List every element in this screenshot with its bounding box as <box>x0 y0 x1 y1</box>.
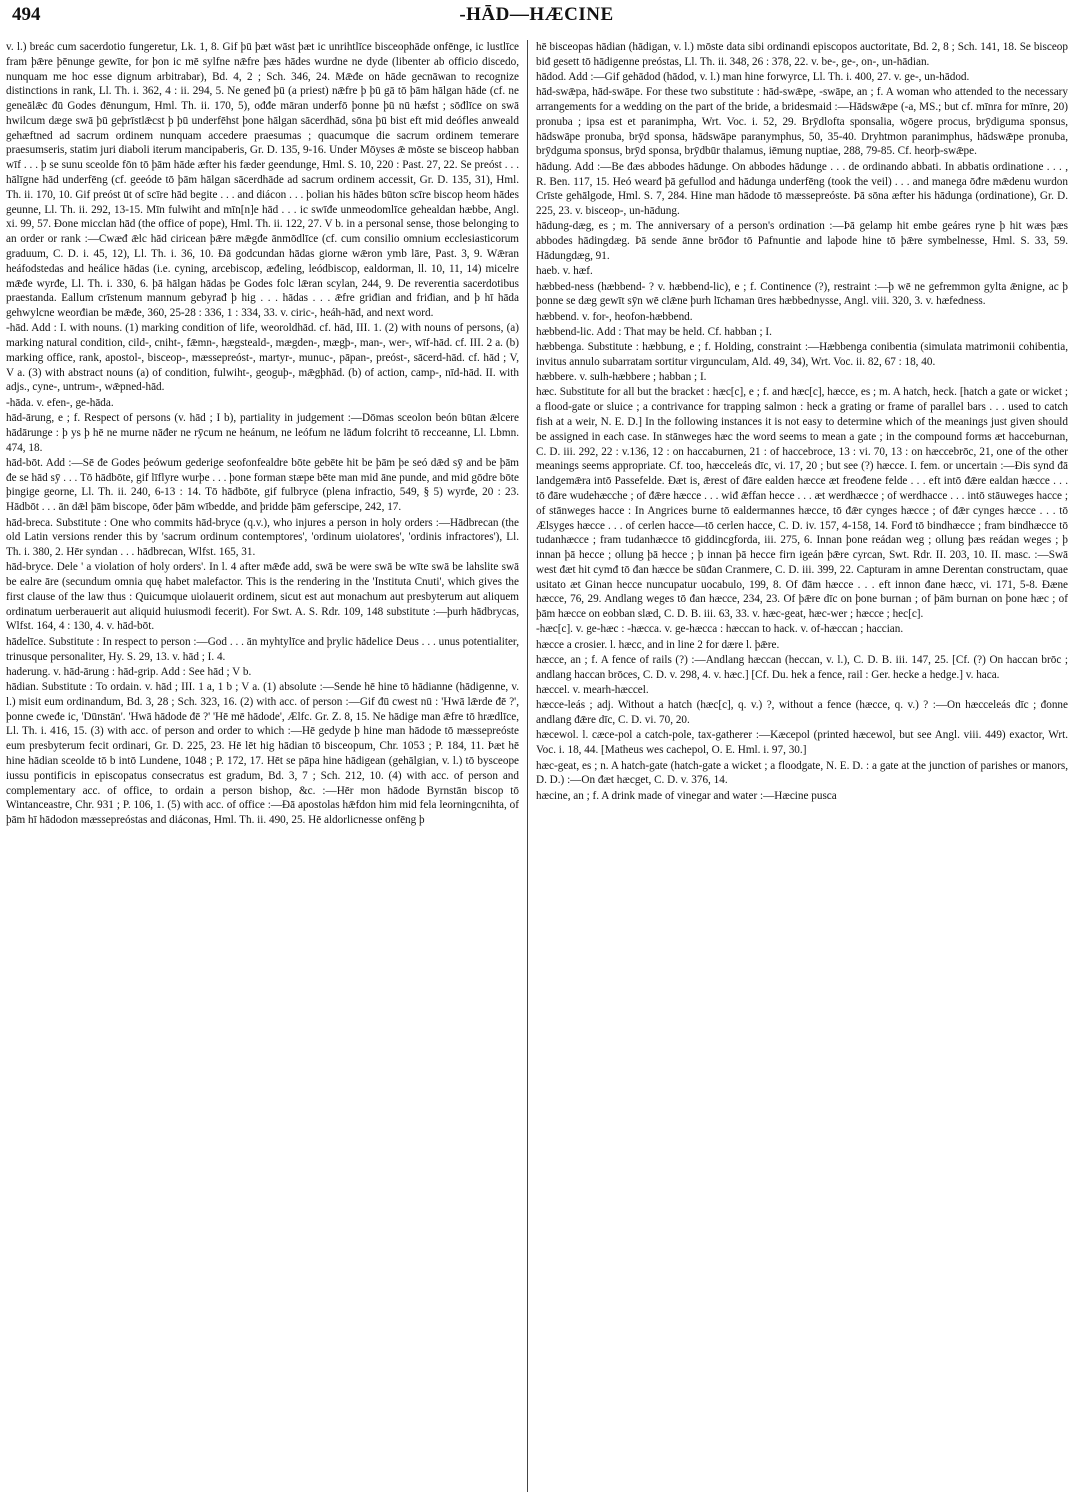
entry-text: hād-breca. Substitute : One who commits hād-bryce (q.v.), who injures a person in holy orders :—Hādbrecan (the old Latin versions render this by 'sacrum ordinum contemptores', 'ordinum uiolatores', 'ordinis infractores'), Ll. Th. i. 380, 2. Hēr syndan . . . hādbrecan, Wlfst. 165, 31. <box>6 516 519 559</box>
dictionary-entry <box>6 411 519 455</box>
dictionary-entry <box>6 665 519 680</box>
dictionary-entry <box>536 70 1068 85</box>
entry-text: hādung-dæg, es ; m. The anniversary of a person's ordination :—Þā gelamp hit embe geáres ryne þ hit wæs þæs abbodes hādingdæg. Þā sende ānne brōđor tō Pafnuntie and laþode hine tō þǣre symbelnesse, Hml. S. 33, 59. Hādungdæg, 91. <box>536 220 1068 262</box>
dictionary-entry <box>536 340 1068 370</box>
entry-text: hād-bōt. Add :—Sē đe Godes þeówum gederige seofonfealdre bōte gebēte hit be þām þe seó dǣd sȳ and be þām đe se hād sȳ . . . Tō hādbōte, gif līflyre wurþe . . . þone forman stæpe bēte man mid āne punde, and mid gōdre bōte þingige georne, Ll. Th. ii. 240, 6-13 : 14. Tō hādbōte, gif fulbryce (plena infractio, 549, § 5) wyrđe, 20 : 23. Hādbōt . . . ān dǣl þām biscope, ōđer þām wībedde, and þridde þām geferscipe, 242, 17. <box>6 456 519 514</box>
entry-text: hæccel. v. mearh-hæccel. <box>536 684 649 697</box>
dictionary-entry <box>6 680 519 828</box>
running-head: -HĀD—HÆCINE <box>459 4 614 25</box>
entry-text: hē bisceopas hādian (hādigan, v. l.) mōste data sibi ordinandi episcopos auctoritate, Bd. 2, 8 ; Sch. 141, 18. Se bisceop biđ gesett tō hādigenne preóstas, Ll. Th. ii. 348, 26 : 378, 22. v. be-, ge-, on-, un-hādian. <box>536 41 1068 68</box>
entry-text: hād-ārung, e ; f. Respect of persons (v. hād ; I b), partiality in judgement :—Dōmas sceolon beón būtan ǣlcere hādārunge : þ ys þ hē ne murne nāđer ne rȳcum ne heánum, ne leófum ne lāđum folcriht tō recceanne, Ll. Lbmn. 474, 18. <box>6 412 519 454</box>
entry-text: hādelīce. Substitute : In respect to person :—God . . . ān myhtylīce and þrylic hādelice Deus . . . unus potentialiter, trinusque personaliter, Hy. S. 29, 13. v. hād ; I. 4. <box>6 635 519 663</box>
dictionary-entry <box>536 310 1068 325</box>
dictionary-entry <box>536 325 1068 340</box>
dictionary-entry <box>6 321 519 395</box>
page-header <box>0 0 1073 36</box>
dictionary-entry <box>536 698 1068 728</box>
entry-text: hādian. Substitute : To ordain. v. hād ; III. 1 a, 1 b ; V a. (1) absolute :—Sende hē hine tō hādianne (hādigenne, v. l.) misit eum ordinandum, Bd. 3, 28 ; Sch. 323, 16. (2) with acc. of person :—Gif đū cwest nū : 'Hwā lǣrde đē ?', þonne cweđe ic, 'Dūnstān'. 'Hwā hādode đē ?' 'Hē mē hādode', Ælfc. Gr. Z. 8, 15. Ne hādige man ǣfre tō hrædlīce, Ll. Th. i. 416, 15. (3) with acc. of person and order to which :—Hē gedyde þ hine man hādode tō mæssepreóste eum presbyterum fecit ordinari, Gr. D. 225, 23. Hē lēt hig hādian tō bisceopum, Chr. 1053 ; P. 184, 11. Þæt hē hine hādian sceolde tō b intō Lundene, 1048 ; P. 172, 17. Hēt se pāpa hine hādigean (gehālgian, v. l.) tō bysceope iussu pontificis in episcopatus consecratus est gradum, Bd. 3, 7 ; Sch. 212, 10. (4) with acc. of person and complementary acc. of office, to ordain a person bishop, &c. :—Hēr mon hādode Byrnstān biscop tō Wintanceastre, Chr. 931 ; P. 106, 1. (5) with acc. of office :—Đā apostolas hǣfdon him mid fela leorningcnihta, of þām hī hādodon mæssepreóstas and diáconas, Hml. Th. ii. 490, 25. Hē aldorlicnesse onfēng þ <box>6 681 519 827</box>
dictionary-entry <box>536 264 1068 279</box>
dictionary-entry <box>536 622 1068 637</box>
entry-text: hæcine, an ; f. A drink made of vinegar and water :—Hæcine pusca <box>536 789 837 802</box>
dictionary-entry <box>6 396 519 411</box>
dictionary-entry <box>536 789 1068 804</box>
dictionary-entry <box>6 40 519 321</box>
dictionary-entry <box>6 456 519 515</box>
entry-text: hæbbed-ness (hæbbend- ? v. hæbbend-lic), e ; f. Continence (?), restraint :—þ wē ne gefremmon gylta ǣnigne, ac þ þonne se dæg gewīt sȳn wē clǣne þurh līchaman ūres hæbbednysse, Angl. viii. 320, 3. v. hæfedness. <box>536 280 1068 308</box>
entry-text: hæcewol. l. cæce-pol a catch-pole, tax-gatherer :—Kæcepol (printed hæcewol, but see Angl. viii. 449) exactor, Wrt. Voc. i. 18, 44. [Matheus wes cachepol, O. E. Hml. i. 97, 30.] <box>536 729 1068 757</box>
entry-text: haeb. v. hæf. <box>536 265 593 278</box>
dictionary-entry <box>536 728 1068 758</box>
entry-text: -hād. Add : I. with nouns. (1) marking condition of life, weoroldhād. cf. hād, III. 1. (2) with nouns of persons, (a) marking natural condition, cild-, cniht-, fǣmn-, hægsteald-, mægden-, mægþ-, man-, wer-, wīf-hād. cf. III. 2 a. (b) marking office, rank, apostol-, bisceop-, mæssepreóst-, martyr-, munuc-, pāpan-, preóst-, sācerd-hād. cf. hād ; V, V a. (3) with abstract nouns (a) of condition, fulwiht-, geoguþ-, mǣgþhād. (b) of action, camp-, nīd-hād. II. with adjs., cyne-, untrum-, wǣpned-hād. <box>6 322 519 394</box>
entry-text: hæc-geat, es ; n. A hatch-gate (hatch-gate a wicket ; a floodgate, N. E. D. : a gate at the junction of parishes or manors, D. D.) :—On đæt hæcget, C. D. v. 376, 14. <box>536 759 1068 787</box>
entry-text: haderung. v. hād-ārung : hād-grip. Add : See hād ; V b. <box>6 665 252 678</box>
dictionary-entry <box>536 40 1068 70</box>
dictionary-entry <box>6 635 519 665</box>
left-column <box>6 40 519 1495</box>
entry-text: -hæc[c]. v. ge-hæc : -hæcca. v. ge-hæcca : hæccan to hack. v. of-hæccan ; haccian. <box>536 623 904 636</box>
dictionary-entry <box>536 370 1068 385</box>
dictionary-entry <box>536 759 1068 789</box>
dictionary-entry <box>536 385 1068 622</box>
dictionary-entry <box>6 516 519 560</box>
entry-text: hæbbenga. Substitute : hæbbung, e ; f. Holding, constraint :—Hæbbenga conibentia (simulata matrimonii cohibentia, invitus annulo subarratam sortitur virgunculam, Ald. 49, 34), Wrt. Voc. ii. 82, 67 : 18, 40. <box>536 341 1068 368</box>
entry-text: hæcce, an ; f. A fence of rails (?) :—Andlang hæccan (heccan, v. l.), C. D. B. iii. 147, 25. [Cf. (?) On haccan brōc ; andlang haccan brōces, C. D. v. 298, 4. v. hæc.] [Cf. Du. hek a fence, rail : Ger. hecke a hedge.] v. haca. <box>536 654 1068 681</box>
column-divider <box>527 40 528 1492</box>
dictionary-entry <box>6 560 519 634</box>
entry-text: hæcce a crosier. l. hæcc, and in line 2 for dære l. þǣre. <box>536 638 780 651</box>
entry-text: hād-bryce. Dele ' a violation of holy orders'. In l. 4 after mǣđe add, swā be were swā be wīte swā be lahslite swā be ealre āre (secundum omnia quę habet malefactor. This is the rendering in the 'Instituta Cnuti', which gives the first clause of the law thus : Quicumque uiolauerit ordinem, sicut est aut monachum aut presbyterum aut aliquem ordinatum uerberauerit aut aliquid huiusmodi fecerit). For Swt. A. S. Rdr. 109, 148 substitute :—þurh hādbrycas, Wlfst. 164, 4 : 130, 4. v. hād-bōt. <box>6 561 519 633</box>
entry-text: v. l.) breác cum sacerdotio fungeretur, Lk. 1, 8. Gif þū þæt wāst þæt ic unrihtlīce bisceophāde onfēnge, ic lustlīce fram þǣre þēnunge gewīte, for þon ic mē sylfne nǣfre þæs hādes wurdne ne dyde (libenter ab officio discedo, nunquam me hoc esse dignum arbitrabar), Bd. 4, 2 ; Sch. 346, 24. Mǣđe on hāde gecnāwan to recognize distinctions in rank, Ll. Th. i. 362, 4 : ii. 294, 5. Ne geneđ þū (a priest) nǣfre þ þū gā tō þām hālgan hāde (cf. ne geneālǣc đū Godes đēnungum, Hml. Th. ii. 170, 5), ođđe māran underfō þonne þū nū hæfst ; sōđlīce on swā hwilcum dæge swā þū geþrīstlǣcst þ þū underfēhst þone hālgan sācerdhād, sōna þū bist eft mid deófles anweald gehæftned ad sacrum ordinem nunquam accedere praesumas ; quacumque die sacrum ordinem temerare praesumseris, statim juri diaboli iterum mancipaberis, Gr. D. 135, 9-16. Under Mōyses ǣ mōste se bisceop habban wīf . . . þ se sunu sceolde fōn tō þām hāde æfter his fæder geendunge, Hml. S. 10, 220 : Past. 27, 22. Se preóst . . . hālīgne hād underfēng (cf. geeóde tō þām hālgan sācerdhāde ad sacrum ordinem accessit, Gr. D. 135, 31), Hml. Th. ii. 170, 10. Gif preóst ūt of scīre hād begite . . . and diácon . . . þolian his hādes būton scīre biscop heom hādes geunne, Ll. Th. ii. 292, 13-15. Mīn fulwiht and mīn[n]e hād . . . ic swīđe unmeodomlīce gehealdan hæbbe, Angl. xi. 99, 57. Đone micclan hād (the office of pope), Hml. Th. ii. 122, 27. V b. in a personal sense, those belonging to an order or rank :—Cwæđ ǣlc hād ciricean þǣre mǣgđe ānmōdlīce (cf. cum consilio omnium ecclesiasticorum graduum, C. D. i. 45, 12), Ll. Th. i. 36, 10. Đā godcundan hādas giorne wǣron ymb lāre, Past. 3, 9. Wǣran heáfodstedas and heálice hādas (i.e. cyning, arcebiscop, æđeling, leódbiscop, ealdorman, ll. 10, 11, 14) micelre mǣđe wyrđe, Ll. Th. i. 330, 6. þā hālgan hādas þe Godes folc lǣran scylan, 244, 9. De reverentia sacerdotibus praestanda. Eallum crīstenum mannum gebyrađ þ hig . . . hādas . . . ǣfre griđian and friđian, and þ hī hāda gehwylcne weorđian be mǣđe, 360, 25-28 : 336, 1 : 334, 33. v. ciric-, heáh-hād, and next word. <box>6 41 519 320</box>
dictionary-entry <box>536 219 1068 263</box>
dictionary-entry <box>536 683 1068 698</box>
page-number: 494 <box>12 4 41 25</box>
entry-text: hæbbend-lic. Add : That may be held. Cf. habban ; I. <box>536 325 772 338</box>
right-column <box>536 40 1068 1495</box>
dictionary-entry <box>536 85 1068 159</box>
entry-text: hād-swǣpa, hād-swāpe. For these two substitute : hād-swǣpe, -swāpe, an ; f. A woman who attended to the necessary arrangements for a wedding on the part of the bride, a bridesmaid :—Hādswǣpe (-a, MS.; but cf. mīnra for mīnre, 20) pronuba ; ipsa est et paranimpha, Wrt. Voc. i. 52, 29. Brȳdlofta sponsalia, wōgere procus, brȳdiguma sponsus, hādswāpe pronuba, brȳd sponsa, hādswāpe paranymphus, 50, 35-40. Dryhtmon paranimphus, hādswǣpe pronuba, brȳdguma sponsus, brȳd sponsa, brȳdbūr thalamus, iēmung nuptiae, 288, 79-85. Cf. heorþ-swǣpe. <box>536 86 1068 158</box>
entry-text: hæbbend. v. for-, heofon-hæbbend. <box>536 310 693 323</box>
entry-text: hæc. Substitute for all but the bracket : hæc[c], e ; f. and hæc[c], hæcce, es ; m. A hatch, heck. [hatch a gate or wicket ; a flood-gate or sluice ; a contrivance for trapping salmon : heck a grating or frame of parallel bars . . . used to catch fish at a weir, N. E. D.] In the following instances it is not easy to determine which of the meanings just given should be assigned in each case. In stānweges hæc the word seems to mean a gate ; in the compound forms æt hacceburnan, C. D. iii. 292, 22 : v.136, 12 : on haccaburnen, 21 : of haccebroce, 13 : vi. 70, 13 : on hæccebrōc, 21, one of the other meanings seems appropriate. Cf. too, hæcceleás dīc, vi. 17, 20 ; but see (?) hæcce. I. fem. or uncertain :—Đis synd đā landgemǣra intō Passefelde. Đæt is, ǣrest of đāre ealden hæcce æt freođene felde . . . eft intō đǣre ealdan hæcce . . . tō đāre wudehæcche ; of đǣre hæcce . . . wiđ ǣffan hecce . . . æt werdhæcce ; of werdhacce . . . intō stāuweges hacce ; of stānweges hacce : In Angrices burne tō ealdermannes hæcce, tō đǣr cynges hæcce ; of đǣr cynges hæcce . . . tō Ælsyges hæcce . . . of cerlen hacce—tō cerlen hacce, C. D. iv. 157, 4-158, 14. Forđ tō bindhæcce ; fram bindhæcce tō tudanhæcce ; fram tudanhæcce tō giddincgforda, iii. 275, 6. Innan þone reádan weg ; ollung þæs reádan weges ; þ innan þā hecce ; ollung þā hecce ; þ innan þā hecce firn igeán þǣre cyrcan, Swt. Rdr. II. 203, 10. II. masc. :—Swā west đæt hit cymđ tō đan hæcce be sūđan Cranmere, C. D. iii. 399, 22. Capturam in amne Derentan constructam, quae usitato æt Ginan hecce nuncupatur uocabulo, 199, 8. Of đām hæcce . . . eft innon đane hæcc, vi. 171, 5-8. Đæne hæcce, 76, 29. Andlang weges tō đan hæcce, 234, 23. Of þǣre dīc on þone burnan ; of þām burnan on þone hæc ; of þām hæcce on eobban slæd, C. D. B. iii. 63, 33. v. hæc-geat, hæc-wer ; hæcce ; hec[c]. <box>536 386 1068 621</box>
dictionary-entry <box>536 280 1068 310</box>
entry-text: hæcce-leás ; adj. Without a hatch (hæc[c], q. v.) ?, without a fence (hæcce, q. v.) ? :—On hæcceleás dīc ; đonne andlang đǣre dīc, C. D. vi. 70, 20. <box>536 699 1068 727</box>
dictionary-entry <box>536 653 1068 683</box>
dictionary-entry <box>536 638 1068 653</box>
entry-text: -hāda. v. efen-, ge-hāda. <box>6 396 114 409</box>
entry-text: hādung. Add :—Be đæs abbodes hādunge. On abbodes hādunge . . . de ordinando abbati. In abbatis ordinatione . . . , R. Ben. 117, 15. Heó wearđ þā gefullod and hādunga underfēng (took the veil) . . . and manega ōđre mǣdenu wurdon Crīste gehālgode, Hml. S. 7, 284. Hine man hādode tō mæssepreóste. Þā sōna æfter his hādunga (ordinatione), Gr. D. 225, 23. v. bisceop-, un-hādung. <box>536 160 1068 218</box>
entry-text: hādod. Add :—Gif gehādod (hādod, v. l.) man hine forwyrce, Ll. Th. i. 400, 27. v. ge-, un-hādod. <box>536 71 970 84</box>
dictionary-entry <box>536 160 1068 219</box>
entry-text: hæbbere. v. sulh-hæbbere ; habban ; I. <box>536 371 707 384</box>
